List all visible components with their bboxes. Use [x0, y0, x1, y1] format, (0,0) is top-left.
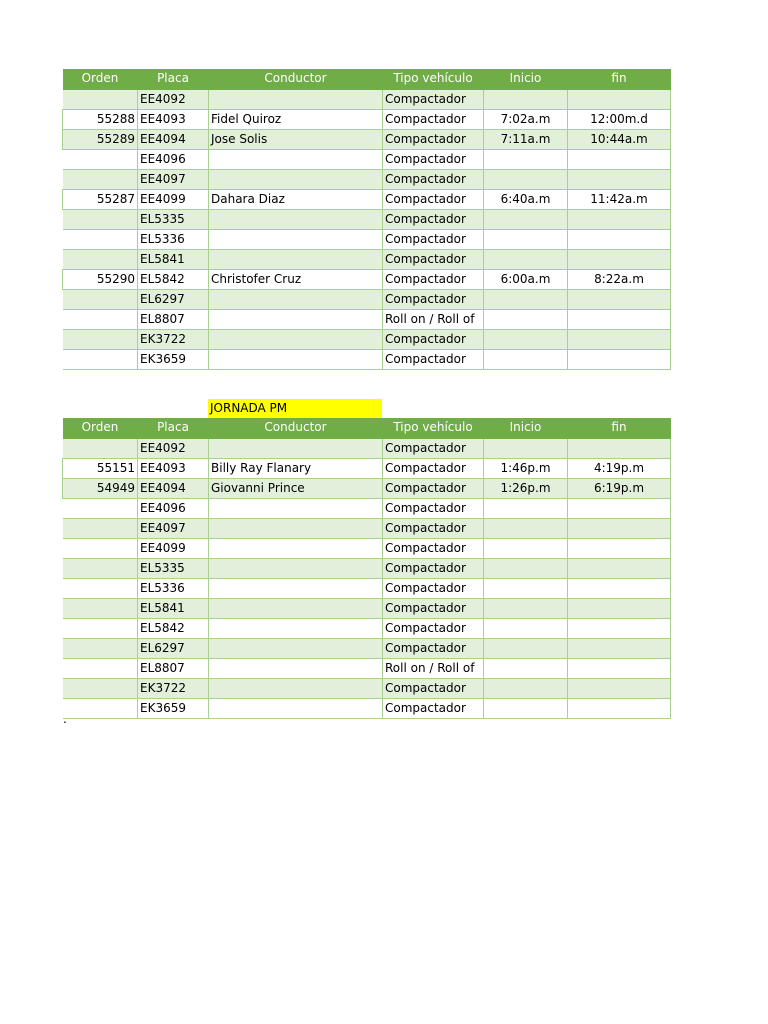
inicio-cell[interactable] — [484, 578, 568, 598]
table-row — [63, 438, 671, 458]
fin-cell[interactable] — [568, 518, 671, 538]
header-placa: Placa — [138, 418, 209, 438]
conductor-cell[interactable]: Giovanni Prince — [209, 478, 383, 498]
placa-cell[interactable]: EE4099 — [138, 189, 209, 209]
placa-cell[interactable]: EK3659 — [138, 698, 209, 718]
inicio-cell[interactable] — [484, 558, 568, 578]
inicio-cell[interactable] — [484, 678, 568, 698]
conductor-cell[interactable] — [209, 329, 383, 349]
conductor-cell[interactable] — [209, 678, 383, 698]
table-row — [63, 558, 671, 578]
conductor-cell[interactable] — [209, 349, 383, 369]
placa-cell[interactable]: EE4092 — [138, 438, 209, 458]
placa-cell[interactable]: EL5336 — [138, 229, 209, 249]
tipo-vehiculo-cell[interactable]: Compactador — [383, 558, 484, 578]
placa-cell[interactable]: EE4094 — [138, 478, 209, 498]
orden-cell[interactable] — [63, 518, 138, 538]
table-row — [63, 618, 671, 638]
orden-cell[interactable]: 55289 — [63, 129, 138, 149]
conductor-cell[interactable]: Dahara Diaz — [209, 189, 383, 209]
schedule-table-am — [62, 69, 671, 370]
orden-cell[interactable] — [63, 209, 138, 229]
conductor-cell[interactable] — [209, 618, 383, 638]
inicio-cell[interactable]: 6:00a.m — [484, 269, 568, 289]
fin-cell[interactable]: 6:19p.m — [568, 478, 671, 498]
tipo-vehiculo-cell[interactable]: Compactador — [383, 678, 484, 698]
conductor-cell[interactable] — [209, 249, 383, 269]
table-row — [63, 478, 671, 498]
inicio-cell[interactable]: 6:40a.m — [484, 189, 568, 209]
orden-cell[interactable] — [63, 498, 138, 518]
conductor-cell[interactable] — [209, 698, 383, 718]
inicio-cell[interactable] — [484, 329, 568, 349]
fin-cell[interactable] — [568, 149, 671, 169]
conductor-cell[interactable] — [209, 538, 383, 558]
tipo-vehiculo-cell[interactable]: Compactador — [383, 249, 484, 269]
tipo-vehiculo-cell[interactable]: Compactador — [383, 349, 484, 369]
conductor-cell[interactable] — [209, 89, 383, 109]
orden-cell[interactable]: 55288 — [63, 109, 138, 129]
tipo-vehiculo-cell[interactable]: Compactador — [383, 229, 484, 249]
placa-cell[interactable]: EE4096 — [138, 498, 209, 518]
inicio-cell[interactable] — [484, 89, 568, 109]
inicio-cell[interactable] — [484, 229, 568, 249]
table-row — [63, 189, 671, 209]
table-row — [63, 598, 671, 618]
fin-cell[interactable]: 4:19p.m — [568, 458, 671, 478]
fin-cell[interactable] — [568, 249, 671, 269]
table-row — [63, 289, 671, 309]
inicio-cell[interactable] — [484, 618, 568, 638]
header-tipo-vehiculo: Tipo vehículo — [383, 69, 484, 89]
orden-cell[interactable] — [63, 149, 138, 169]
inicio-cell[interactable]: 1:46p.m — [484, 458, 568, 478]
table-row — [63, 169, 671, 189]
fin-cell[interactable] — [568, 598, 671, 618]
table-row — [63, 249, 671, 269]
header-inicio: Inicio — [484, 418, 568, 438]
orden-cell[interactable] — [63, 678, 138, 698]
table-row — [63, 209, 671, 229]
inicio-cell[interactable] — [484, 638, 568, 658]
table-row — [63, 458, 671, 478]
header-fin: fin — [568, 418, 671, 438]
conductor-cell[interactable]: Billy Ray Flanary — [209, 458, 383, 478]
tipo-vehiculo-cell[interactable]: Compactador — [383, 129, 484, 149]
fin-cell[interactable] — [568, 618, 671, 638]
conductor-cell[interactable]: Jose Solis — [209, 129, 383, 149]
fin-cell[interactable] — [568, 89, 671, 109]
tipo-vehiculo-cell[interactable]: Compactador — [383, 289, 484, 309]
orden-cell[interactable]: 55290 — [63, 269, 138, 289]
conductor-cell[interactable]: Christofer Cruz — [209, 269, 383, 289]
header-orden: Orden — [63, 418, 138, 438]
inicio-cell[interactable] — [484, 349, 568, 369]
fin-cell[interactable]: 8:22a.m — [568, 269, 671, 289]
fin-cell[interactable]: 12:00m.d — [568, 109, 671, 129]
fin-cell[interactable] — [568, 289, 671, 309]
placa-cell[interactable]: EE4099 — [138, 538, 209, 558]
tipo-vehiculo-cell[interactable]: Compactador — [383, 538, 484, 558]
conductor-cell[interactable] — [209, 289, 383, 309]
orden-cell[interactable] — [63, 169, 138, 189]
orden-cell[interactable] — [63, 229, 138, 249]
table-row — [63, 538, 671, 558]
placa-cell[interactable]: EE4093 — [138, 109, 209, 129]
jornada-pm-label: JORNADA PM — [208, 399, 382, 418]
placa-cell[interactable]: EE4094 — [138, 129, 209, 149]
orden-cell[interactable] — [63, 538, 138, 558]
conductor-cell[interactable] — [209, 638, 383, 658]
fin-cell[interactable] — [568, 229, 671, 249]
fin-cell[interactable] — [568, 498, 671, 518]
conductor-cell[interactable] — [209, 438, 383, 458]
placa-cell[interactable]: EE4092 — [138, 89, 209, 109]
inicio-cell[interactable] — [484, 249, 568, 269]
placa-cell[interactable]: EE4097 — [138, 518, 209, 538]
tipo-vehiculo-cell[interactable]: Compactador — [383, 89, 484, 109]
header-orden: Orden — [63, 69, 138, 89]
conductor-cell[interactable] — [209, 169, 383, 189]
header-tipo-vehiculo: Tipo vehículo — [383, 418, 484, 438]
tipo-vehiculo-cell[interactable]: Compactador — [383, 478, 484, 498]
inicio-cell[interactable] — [484, 209, 568, 229]
placa-cell[interactable]: EL5336 — [138, 578, 209, 598]
table-row — [63, 349, 671, 369]
tipo-vehiculo-cell[interactable]: Compactador — [383, 458, 484, 478]
fin-cell[interactable] — [568, 638, 671, 658]
orden-cell[interactable] — [63, 249, 138, 269]
tipo-vehiculo-cell[interactable]: Compactador — [383, 269, 484, 289]
inicio-cell[interactable] — [484, 538, 568, 558]
placa-cell[interactable]: EK3722 — [138, 329, 209, 349]
inicio-cell[interactable] — [484, 698, 568, 718]
table-row — [63, 109, 671, 129]
fin-cell[interactable] — [568, 698, 671, 718]
placa-cell[interactable]: EE4096 — [138, 149, 209, 169]
orden-cell[interactable] — [63, 438, 138, 458]
conductor-cell[interactable] — [209, 498, 383, 518]
inicio-cell[interactable] — [484, 658, 568, 678]
inicio-cell[interactable] — [484, 438, 568, 458]
fin-cell[interactable] — [568, 169, 671, 189]
conductor-cell[interactable] — [209, 309, 383, 329]
orden-cell[interactable] — [63, 618, 138, 638]
tipo-vehiculo-cell[interactable]: Compactador — [383, 498, 484, 518]
footer-mark: . — [63, 712, 67, 726]
fin-cell[interactable] — [568, 329, 671, 349]
schedule-table-pm — [62, 418, 671, 719]
table-row — [63, 269, 671, 289]
tipo-vehiculo-cell[interactable]: Compactador — [383, 698, 484, 718]
placa-cell[interactable]: EK3659 — [138, 349, 209, 369]
orden-cell[interactable] — [63, 698, 138, 718]
header-conductor: Conductor — [209, 418, 383, 438]
tipo-vehiculo-cell[interactable]: Roll on / Roll of — [383, 309, 484, 329]
inicio-cell[interactable] — [484, 518, 568, 538]
fin-cell[interactable] — [568, 678, 671, 698]
tipo-vehiculo-cell[interactable]: Compactador — [383, 209, 484, 229]
fin-cell[interactable] — [568, 658, 671, 678]
table-row — [63, 229, 671, 249]
placa-cell[interactable]: EL5841 — [138, 598, 209, 618]
table-row — [63, 149, 671, 169]
table-row — [63, 658, 671, 678]
fin-cell[interactable] — [568, 209, 671, 229]
orden-cell[interactable] — [63, 289, 138, 309]
placa-cell[interactable]: EL5841 — [138, 249, 209, 269]
conductor-cell[interactable] — [209, 229, 383, 249]
fin-cell[interactable] — [568, 309, 671, 329]
orden-cell[interactable] — [63, 89, 138, 109]
fin-cell[interactable] — [568, 538, 671, 558]
placa-cell[interactable]: EK3722 — [138, 678, 209, 698]
inicio-cell[interactable] — [484, 309, 568, 329]
orden-cell[interactable] — [63, 329, 138, 349]
orden-cell[interactable] — [63, 349, 138, 369]
table-row — [63, 89, 671, 109]
placa-cell[interactable]: EL5335 — [138, 558, 209, 578]
header-row — [63, 418, 671, 438]
orden-cell[interactable] — [63, 578, 138, 598]
fin-cell[interactable] — [568, 578, 671, 598]
orden-cell[interactable]: 55151 — [63, 458, 138, 478]
header-placa: Placa — [138, 69, 209, 89]
placa-cell[interactable]: EL5842 — [138, 618, 209, 638]
placa-cell[interactable]: EL5335 — [138, 209, 209, 229]
inicio-cell[interactable]: 1:26p.m — [484, 478, 568, 498]
orden-cell[interactable] — [63, 598, 138, 618]
tipo-vehiculo-cell[interactable]: Roll on / Roll of — [383, 658, 484, 678]
orden-cell[interactable] — [63, 638, 138, 658]
tipo-vehiculo-cell[interactable]: Compactador — [383, 329, 484, 349]
orden-cell[interactable] — [63, 309, 138, 329]
fin-cell[interactable] — [568, 349, 671, 369]
orden-cell[interactable]: 54949 — [63, 478, 138, 498]
inicio-cell[interactable] — [484, 289, 568, 309]
tipo-vehiculo-cell[interactable]: Compactador — [383, 189, 484, 209]
placa-cell[interactable]: EL6297 — [138, 289, 209, 309]
fin-cell[interactable] — [568, 438, 671, 458]
fin-cell[interactable] — [568, 558, 671, 578]
orden-cell[interactable] — [63, 658, 138, 678]
placa-cell[interactable]: EL8807 — [138, 309, 209, 329]
table-row — [63, 638, 671, 658]
inicio-cell[interactable]: 7:02a.m — [484, 109, 568, 129]
conductor-cell[interactable] — [209, 209, 383, 229]
inicio-cell[interactable] — [484, 498, 568, 518]
orden-cell[interactable]: 55287 — [63, 189, 138, 209]
table-row — [63, 498, 671, 518]
table-row — [63, 678, 671, 698]
inicio-cell[interactable] — [484, 598, 568, 618]
table-row — [63, 309, 671, 329]
header-row — [63, 69, 671, 89]
table-row — [63, 698, 671, 718]
tipo-vehiculo-cell[interactable]: Compactador — [383, 149, 484, 169]
placa-cell[interactable]: EE4093 — [138, 458, 209, 478]
inicio-cell[interactable] — [484, 169, 568, 189]
inicio-cell[interactable] — [484, 149, 568, 169]
header-inicio: Inicio — [484, 69, 568, 89]
conductor-cell[interactable]: Fidel Quiroz — [209, 109, 383, 129]
placa-cell[interactable]: EL8807 — [138, 658, 209, 678]
table-row — [63, 329, 671, 349]
tipo-vehiculo-cell[interactable]: Compactador — [383, 438, 484, 458]
header-conductor: Conductor — [209, 69, 383, 89]
conductor-cell[interactable] — [209, 558, 383, 578]
tipo-vehiculo-cell[interactable]: Compactador — [383, 598, 484, 618]
fin-cell[interactable]: 10:44a.m — [568, 129, 671, 149]
tipo-vehiculo-cell[interactable]: Compactador — [383, 618, 484, 638]
table-row — [63, 578, 671, 598]
placa-cell[interactable]: EE4097 — [138, 169, 209, 189]
placa-cell[interactable]: EL5842 — [138, 269, 209, 289]
tipo-vehiculo-cell[interactable]: Compactador — [383, 638, 484, 658]
table-row — [63, 518, 671, 538]
conductor-cell[interactable] — [209, 518, 383, 538]
conductor-cell[interactable] — [209, 658, 383, 678]
orden-cell[interactable] — [63, 558, 138, 578]
conductor-cell[interactable] — [209, 149, 383, 169]
inicio-cell[interactable]: 7:11a.m — [484, 129, 568, 149]
tipo-vehiculo-cell[interactable]: Compactador — [383, 109, 484, 129]
conductor-cell[interactable] — [209, 578, 383, 598]
placa-cell[interactable]: EL6297 — [138, 638, 209, 658]
fin-cell[interactable]: 11:42a.m — [568, 189, 671, 209]
tipo-vehiculo-cell[interactable]: Compactador — [383, 518, 484, 538]
header-fin: fin — [568, 69, 671, 89]
conductor-cell[interactable] — [209, 598, 383, 618]
table-row — [63, 129, 671, 149]
tipo-vehiculo-cell[interactable]: Compactador — [383, 169, 484, 189]
tipo-vehiculo-cell[interactable]: Compactador — [383, 578, 484, 598]
